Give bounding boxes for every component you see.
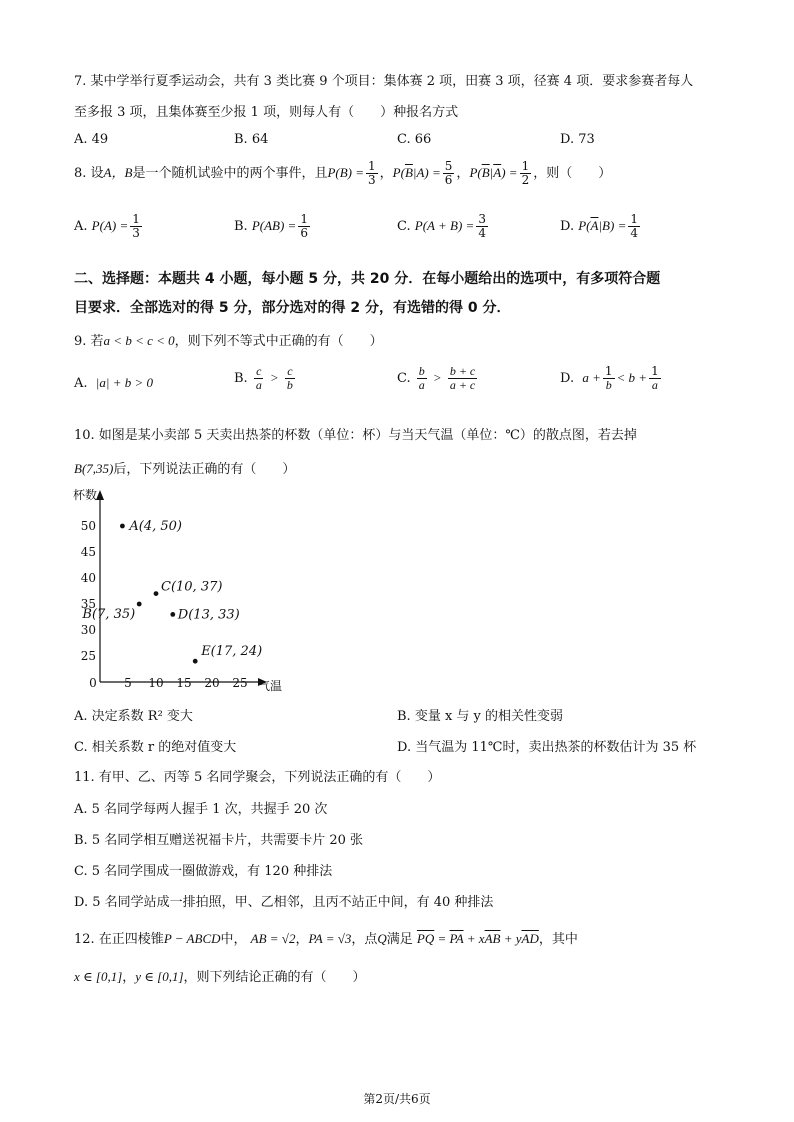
q12-mid1: 中， — [220, 932, 247, 947]
q8-formula-p-nb-a: $P(\overline{B}|A)$ = — [392, 165, 441, 180]
q8-option-a: A. P(A) = $\frac{1}{3}$ — [74, 212, 140, 240]
x-tick-label: 0 — [89, 676, 97, 690]
page-footer: 第2页/共6页 — [363, 1092, 431, 1106]
q11-stem: 11. 有甲、乙、丙等 5 名同学聚会，下列说法正确的有（ ） — [74, 770, 441, 785]
y-tick-label: 35 — [80, 597, 96, 611]
x-tick-label: 10 — [148, 676, 164, 690]
data-point-label: C(10, 37) — [161, 579, 223, 595]
q11-option-a: A. 5 名同学每两人握手 1 次，共握手 20 次 — [74, 802, 328, 817]
q8-formula-p-nb-na: $P(\overline{B}|\overline{A})$ = — [469, 165, 518, 180]
section2-heading-line1: 二、选择题：本题共 4 小题，每小题 5 分，共 20 分．在每小题给出的选项中，有多项符合题 — [74, 271, 661, 287]
q7-option-b: B. 64 — [234, 132, 269, 147]
x-tick-label: 5 — [124, 676, 132, 690]
data-point-label: E(17, 24) — [201, 644, 263, 660]
q10-option-c: C. 相关系数 r 的绝对值变大 — [74, 740, 237, 755]
q8-option-c: C. P(A + B) = $\frac{3}{4}$ — [397, 212, 486, 240]
data-point-label: B(7, 35) — [82, 607, 136, 622]
q12-mid3: 满足 — [386, 932, 413, 947]
q12-ab-length: AB = √2 — [250, 931, 296, 946]
data-point-label: D(13, 33) — [177, 607, 240, 623]
q11-option-d: D. 5 名同学站成一排拍照，甲、乙相邻，且丙不站正中间，有 40 种排法 — [74, 895, 494, 910]
q12-x-range: x ∈ [0,1] — [74, 969, 123, 984]
q9-option-d: D. a + $\frac{1}{b}$ < b + $\frac{1}{a}$ — [560, 364, 659, 392]
q8-fraction-1-2: $\frac{1}{2}$ — [521, 159, 530, 187]
q7-option-c: C. 66 — [397, 132, 432, 147]
y-axis-arrow — [96, 490, 104, 500]
q12-prefix: 12. 在正四棱锥 — [74, 932, 164, 947]
x-tick-label: 15 — [176, 676, 192, 690]
q10-option-a: A. 决定系数 R² 变大 — [74, 709, 193, 724]
y-tick-label: 45 — [80, 545, 96, 559]
q8-fraction-1-3: $\frac{1}{3}$ — [368, 159, 376, 187]
scatter-chart — [70, 484, 320, 696]
q8-stem: 8. 设A，B是一个随机试验中的两个事件，且P(B) = $\frac{1}{3}$ ，$P(\overline{B}|A)$ = $\frac{5}{6}$ ，$P(\overline{B}|\overline{A})$ = $\frac{1}{2}$ ，则（ ） — [74, 159, 612, 187]
y-tick-label: 40 — [80, 571, 96, 585]
q9-option-a: A. |a| + b > 0 — [74, 375, 153, 391]
q12-mid4: ，其中 — [538, 932, 578, 947]
q11-option-c: C. 5 名同学围成一圈做游戏，有 120 种排法 — [74, 864, 333, 879]
x-tick-label: 25 — [232, 676, 248, 690]
q12-pa-length: PA = √3 — [308, 931, 352, 946]
q12-stem-line2: x ∈ [0,1]，y ∈ [0,1]，则下列结论正确的有（ ） — [74, 969, 366, 985]
q9-suffix: ，则下列不等式中正确的有（ ） — [174, 334, 383, 349]
q12-stem-line1: 12. 在正四棱锥P − ABCD中， AB = √2，PA = √3，点Q满足 $\overline{PQ} = \overline{PA} + x\overline{AB} + y\overline{AD}$，其中 — [74, 931, 578, 947]
x-axis-label: 气温 — [258, 679, 283, 693]
data-point — [193, 659, 198, 664]
y-axis-label: 杯数 — [73, 488, 98, 502]
q8-formula-pb: P(B) = — [327, 165, 365, 180]
q9-condition: a < b < c < 0 — [103, 333, 175, 348]
q8-fraction-5-6: $\frac{5}{6}$ — [444, 159, 453, 187]
q7-option-a: A. 49 — [74, 132, 109, 147]
q12-y-range: y ∈ [0,1] — [135, 969, 184, 984]
data-point — [170, 612, 175, 617]
q10-option-b: B. 变量 x 与 y 的相关性变弱 — [397, 709, 564, 724]
q10-stem-rest: 后，下列说法正确的有（ ） — [113, 462, 296, 477]
q9-stem — [74, 330, 383, 349]
q10-point-b: B(7,35) — [74, 461, 114, 476]
q8-suffix: ，则（ ） — [533, 166, 612, 181]
q8-text: 是一个随机试验中的两个事件，且 — [132, 166, 328, 181]
q9-option-b: B. $\frac{c}{a}$ > $\frac{c}{b}$ — [234, 364, 293, 392]
q8-events: A，B — [103, 165, 133, 180]
section2-heading-line2: 目要求．全部选对的得 5 分，部分选对的得 2 分，有选错的得 0 分． — [74, 300, 511, 316]
q7-stem-line1: 7. 某中学举行夏季运动会，共有 3 类比赛 9 个项目：集体赛 2 项，田赛 3 项，径赛 4 项．要求参赛者每人 — [74, 74, 694, 89]
q10-stem-line1: 10. 如图是某小卖部 5 天卖出热茶的杯数（单位：杯）与当天气温（单位：℃）的散点图，若去掉 — [74, 428, 637, 443]
x-tick-label: 20 — [204, 676, 220, 690]
q9-prefix: 9. 若 — [74, 334, 104, 349]
q8-prefix: 8. 设 — [74, 166, 104, 181]
q12-pyramid: P − ABCD — [163, 931, 221, 946]
y-tick-label: 30 — [80, 623, 96, 637]
data-point-label: A(4, 50) — [129, 519, 183, 534]
y-tick-label: 25 — [80, 649, 96, 663]
q10-stem-line2 — [74, 458, 295, 477]
data-point — [137, 602, 142, 607]
q8-option-b: B. P(AB) = $\frac{1}{6}$ — [234, 212, 308, 240]
q11-option-b: B. 5 名同学相互赠送祝福卡片，共需要卡片 20 张 — [74, 833, 364, 848]
data-point — [154, 591, 159, 596]
q12-point-q: Q — [377, 931, 387, 946]
q7-stem-line2: 至多报 3 项，且集体赛至少报 1 项，则每人有（ ）种报名方式 — [74, 105, 459, 120]
q12-vector-eq: $\overline{PQ} = \overline{PA} + x\overline{AB} + y\overline{AD}$ — [416, 931, 539, 946]
q8-option-d: D. $P(\overline{A}|B)$ = $\frac{1}{4}$ — [560, 212, 638, 240]
q12-suffix: ，则下列结论正确的有（ ） — [183, 970, 366, 985]
y-tick-label: 50 — [80, 519, 96, 533]
q7-option-d: D. 73 — [560, 132, 595, 147]
q9-option-c: C. $\frac{b}{a}$ > $\frac{b + c}{a + c}$ — [397, 364, 476, 392]
data-point — [120, 524, 125, 529]
q10-option-d: D. 当气温为 11℃时，卖出热茶的杯数估计为 35 杯 — [397, 740, 697, 755]
q12-mid2: ，点 — [351, 932, 378, 947]
